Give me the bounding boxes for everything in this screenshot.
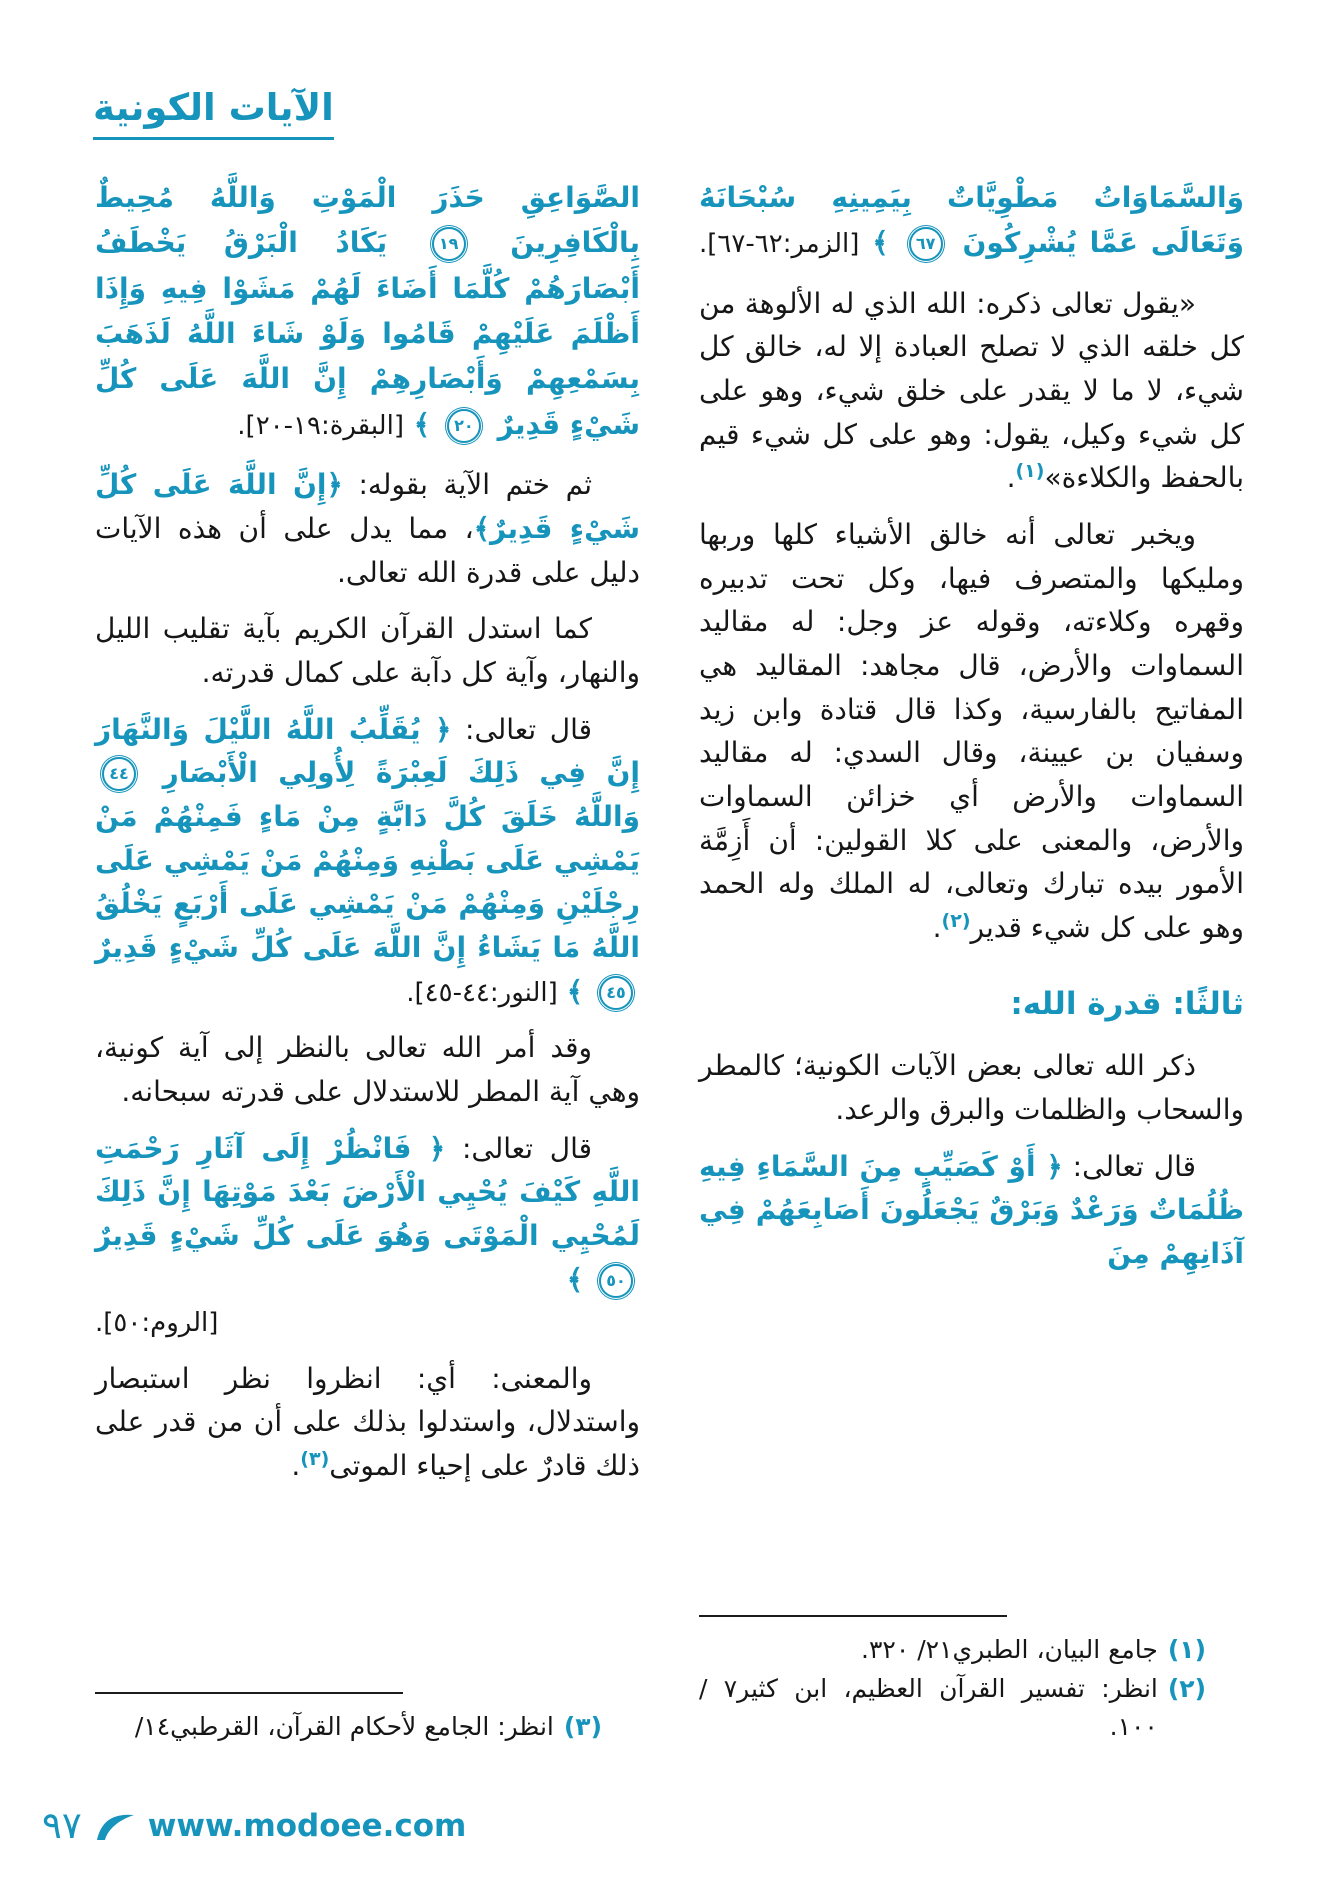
body-paragraph — [95, 463, 640, 594]
intro-text: ثم ختم الآية بقوله: — [342, 468, 593, 502]
quran-verse-text: وَالسَّمَاوَاتُ مَطْوِيَّاتٌ بِيَمِينِهِ سُبْحَانَهُ وَتَعَالَى عَمَّا يُشْرِكُونَ — [699, 181, 1245, 260]
paragraph-tail: . — [932, 911, 942, 945]
page-number: ٩٧ — [42, 1804, 82, 1847]
website-url: www.modoee.com — [147, 1807, 467, 1844]
body-paragraph — [95, 1357, 640, 1488]
tafsir-paragraph — [699, 282, 1244, 500]
footnote-number: (١) — [1167, 1634, 1206, 1664]
quran-close-ornament: ﴾ — [872, 226, 889, 260]
ayah-number-badge: ٤٤ — [102, 757, 136, 791]
ayah-number-badge: ٢٠ — [447, 409, 481, 443]
footnote-text: انظر: تفسير القرآن العظيم، ابن كثير٧ / ١٠٠. — [699, 1673, 1158, 1742]
paragraph-text: ويخبر تعالى أنه خالق الأشياء كلها وربها ومليكها والمتصرف فيها، وكل تحت تدبيره وقهره وكلاءته، وقوله عز وجل: له مقاليد السماوات والأرض، قال مجاهد: المقاليد هي المفاتيح بالفارسية، وكذا قال قتادة وابن زيد وسفيان بن عيينة، وقال السدي: له مقاليد السماوات والأرض أي خزائن السماوات والأرض، والمعنى على كلا القولين: أن أَزِمَّة الأمور بيده تبارك وتعالى، له الملك وله الحمد وهو على كل شيء قدير — [699, 518, 1244, 945]
footnote-marker: (٣) — [300, 1448, 330, 1471]
paragraph-tail: . — [291, 1449, 301, 1483]
verse-intro-paragraph — [95, 1127, 640, 1344]
ayah-number-badge: ٦٧ — [909, 227, 943, 261]
page-header — [93, 86, 334, 140]
footnote-marker: (٢) — [941, 910, 971, 933]
quran-inline-text: ﴿ فَانْظُرْ إِلَى آثَارِ رَحْمَتِ اللَّهِ كَيْفَ يُحْيِي الْأَرْضَ بَعْدَ مَوْتِهَا إِنَّ ذَلِكَ لَمُحْيِي الْمَوْتَى وَهُوَ عَلَى كُلِّ شَيْءٍ قَدِيرٌ — [95, 1131, 640, 1252]
chapter-title: الآيات الكونية — [93, 86, 334, 140]
footnote-item — [95, 1708, 640, 1747]
quran-close-ornament: ﴾ — [566, 974, 584, 1008]
right-column — [699, 175, 1244, 1747]
quran-verse-baqarah — [95, 175, 640, 447]
intro-text: قال تعالى: — [445, 1131, 592, 1165]
verse-intro-paragraph — [699, 1145, 1244, 1276]
surah-reference: [الروم:٥٠]. — [95, 1308, 219, 1339]
tafsir-paragraph — [699, 513, 1244, 950]
quran-inline-text: وَاللَّهُ خَلَقَ كُلَّ دَابَّةٍ مِنْ مَاءٍ فَمِنْهُمْ مَنْ يَمْشِي عَلَى بَطْنِهِ وَمِنْهُمْ مَنْ يَمْشِي عَلَى رِجْلَيْنِ وَمِنْهُمْ مَنْ يَمْشِي عَلَى أَرْبَعٍ يَخْلُقُ اللَّهُ مَا يَشَاءُ إِنَّ اللَّهَ عَلَى كُلِّ شَيْءٍ قَدِيرٌ — [95, 799, 640, 964]
quran-inline-text: ﴿ أَوْ كَصَيِّبٍ مِنَ السَّمَاءِ فِيهِ ظُلُمَاتٌ وَرَعْدٌ وَبَرْقٌ يَجْعَلُونَ أَصَابِعَهُمْ فِي آذَانِهِمْ مِنَ — [699, 1149, 1244, 1270]
page-footer — [42, 1804, 467, 1847]
intro-text: قال تعالى: — [1062, 1149, 1196, 1183]
surah-reference: [الزمر:٦٢-٦٧]. — [699, 229, 860, 260]
paragraph-text: «يقول تعالى ذكره: الله الذي له الألوهة من كل خلقه الذي لا تصلح العبادة إلا له، خالق كل شيء، لا ما لا يقدر على خلق شيء، وهو على كل شيء وكيل، يقول: وهو على كل شيء قيم بالحفظ والكلاءة» — [699, 286, 1244, 495]
footnotes-left — [95, 1688, 640, 1747]
paragraph-text: والمعنى: أي: انظروا نظر استبصار واستدلال، واستدلوا بذلك على أن من قدر على ذلك قادرٌ على إحياء الموتى — [95, 1361, 640, 1483]
left-column — [95, 175, 640, 1747]
quran-verse-zumar — [699, 175, 1244, 266]
body-paragraph: ذكر الله تعالى بعض الآيات الكونية؛ كالمطر والسحاب والظلمات والبرق والرعد. — [699, 1049, 1244, 1126]
footnote-marker: (١) — [1015, 460, 1045, 483]
footnote-number: (٢) — [1167, 1673, 1206, 1703]
quran-close-ornament: ﴾ — [413, 407, 431, 441]
footer-ornament-icon — [94, 1810, 136, 1842]
footnote-text: انظر: الجامع لأحكام القرآن، القرطبي١٤/ — [134, 1712, 554, 1742]
paragraph-tail: . — [1006, 461, 1016, 495]
quran-close-ornament: ﴾ — [566, 1262, 584, 1296]
verse-intro-paragraph — [95, 708, 640, 1014]
body-paragraph: وقد أمر الله تعالى بالنظر إلى آية كونية، وهي آية المطر للاستدلال على قدرته سبحانه. — [95, 1031, 640, 1108]
quran-inline-text: ﴿ يُقَلِّبُ اللَّهُ اللَّيْلَ وَالنَّهَارَ إِنَّ فِي ذَلِكَ لَعِبْرَةً لِأُولِي الْأَبْصَارِ — [95, 712, 641, 790]
footnote-separator — [95, 1692, 403, 1694]
content-columns — [95, 175, 1244, 1747]
footnote-item — [699, 1670, 1244, 1748]
quran-verse-text: يَكَادُ الْبَرْقُ يَخْطَفُ أَبْصَارَهُمْ كُلَّمَا أَضَاءَ لَهُمْ مَشَوْا فِيهِ وَإِذَا أَظْلَمَ عَلَيْهِمْ قَامُوا وَلَوْ شَاءَ اللَّهُ لَذَهَبَ بِسَمْعِهِمْ وَأَبْصَارِهِمْ إِنَّ اللَّهَ عَلَى كُلِّ شَيْءٍ قَدِيرٌ — [95, 226, 640, 441]
surah-reference: [البقرة:١٩-٢٠]. — [237, 410, 404, 441]
footnote-separator — [699, 1615, 1007, 1617]
paragraph-text: ، مما يدل على أن هذه الآيات دليل على قدرة الله تعالى. — [95, 511, 640, 589]
footnotes-right — [699, 1611, 1244, 1747]
quran-verse-text: الصَّوَاعِقِ حَذَرَ الْمَوْتِ وَاللَّهُ مُحِيطٌ بِالْكَافِرِينَ — [95, 181, 641, 260]
ayah-number-badge: ١٩ — [432, 227, 466, 261]
footnote-text: جامع البيان، الطبري٢١/ ٣٢٠. — [861, 1634, 1158, 1664]
quran-inline-text: ﴿إِنَّ اللَّهَ عَلَى كُلِّ شَيْءٍ قَدِيرٌ﴾ — [95, 468, 640, 545]
body-paragraph: كما استدل القرآن الكريم بآية تقليب الليل والنهار، وآية كل دآبة على كمال قدرته. — [95, 612, 640, 689]
footnote-number: (٣) — [563, 1712, 602, 1742]
intro-text: قال تعالى: — [451, 712, 592, 746]
ayah-number-badge: ٥٠ — [599, 1264, 633, 1298]
surah-reference: [النور:٤٤-٤٥]. — [406, 977, 558, 1008]
footnote-item — [699, 1631, 1244, 1670]
section-heading: ثالثًا: قدرة الله: — [1010, 985, 1244, 1022]
ayah-number-badge: ٤٥ — [599, 976, 633, 1010]
